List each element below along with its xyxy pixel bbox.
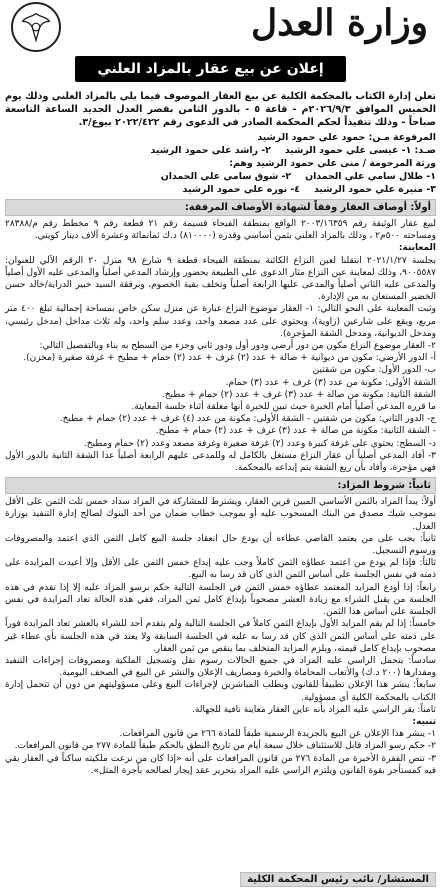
heir-4: ٤- نوره علي حمود الرشيد (182, 184, 301, 195)
heir-1: ١- طلال سامي علي الحمدان (305, 171, 436, 182)
heirs-heading: ورثة المرحومة / منى علي حمود الرشيد وهم: (229, 158, 436, 169)
condition-3: ثالثاً: فإذا لم يودع من اعتمد عطاؤه الثمن كاملاً وجب عليه إيداع خمس الثمن على الأقل وإلا أعيدت المزايدة على ذمته في نفس الجلسة على أساس الثمن الذي كان قد رسا به البيع. (5, 558, 436, 581)
section-2-title: ثانياً: شروط المزاد: (5, 477, 436, 494)
notice-3: ٣- تنص الفقرة الأخيرة من المادة ٢٧٦ من قانون المرافعات على أنه «إذا كان من نزعت ملكيته ساكناً في العقار بقي فيه كمستأجر بقوة القانون ويلتزم الراسي عليه المزاد بتحرير عقد إيجار لصالحه بأجرة المثل». (5, 753, 436, 776)
ground-floor: أ- الدور الأرضي: مكون من ديوانية + صالة + عدد (٢) غرف + عدد (٢) حمام + مطبخ + غرفة صغيرة (مخزن). (23, 353, 436, 364)
header (5, 0, 436, 86)
condition-2: ثانياً: يجب على من يعتمد القاضي عطاءه أن يودع حال انعقاد جلسة البيع كامل الثمن الذي اعتمد والمصروفات ورسوم التسجيل. (5, 533, 436, 557)
announcement-banner: إعلان عن بيع عقار بالمزاد العلني (75, 56, 346, 82)
floors-intro: ٢- العقار موضوع النزاع مكون من دور أرضي ودور أول ودور ثاني وجزء من السطح به بناء وبالتفصيل التالي: (39, 341, 436, 352)
intro-paragraph: تعلن إدارة الكتاب بالمحكمة الكلية عن بيع العقار الموصوف فيما يلي بالمزاد العلني وذلك يوم الخميس الموافق ٢٠٢٦/٩/٣م - قاعة ٥ - بالدور الثامن بقصر العدل الجديد الساعة التاسعة صباحاً - وذلك تنفيذاً لحكم المحكمة الصادر في الدعوى رقم ٢٠٢٢/٤٢٢ بيوع/٣. (5, 91, 436, 128)
inspection-label: المعاينة: (398, 243, 436, 254)
roof: د- السطح: يحتوي على غرفة كبيرة وعدد (٢) غرفة صغيرة وغرفة مصعد وعدد (٢) حمام ومطبخ. (83, 438, 436, 449)
second-floor: ج- الدور الثاني: مكون من شقتين - الشقة الأولى: مكونة من عدد (٤) غرف + عدد (٢) حمام + مطبخ. (59, 414, 436, 425)
heir-3: ٣- منيرة علي حمود الرشيد (314, 184, 436, 195)
occupancy-note: ٣- أفاد المدعي أصلياً أن عقار النزاع مستغل بالكامل له وللمدعى عليهم الرابعة أصلياً عدا الشقة الثانية بالدور الأول فهي مؤجرة، وأفاد بأن ريع الشقة يتم إبداعه بالمحكمة. (5, 450, 436, 474)
inspection-details: وثبت المعاينة على النحو التالي: ١- العقار موضوع النزاع عبارة عن منزل سكن خاص بمساحة إجمالية تبلغ ٤٠٠ متر مربع، ويقع على شارعين (زاوية)، ويحتوي على عدد مصعد واحد، وعدد سلم واحد، وله ثلاث مداخل (مدخل رئيسي، ومدخل الديوانية، ومدخل الشقة المؤجرة). (5, 304, 436, 339)
condition-7: سابعاً: ينشر هذا الإعلان تطبيقاً للقانون وبطلب المباشرين لإجراءات البيع وعلى مسؤوليتهم من دون أن تتحمل إدارة الكتاب بالمحكمة الكلية أي مسؤولية. (5, 680, 436, 703)
heirs-row-2 (5, 183, 436, 196)
first-floor-apt-2: الشقة الثانية: مكونة من صالة + عدد (٣) غرف + عدد (٢) حمام + مطبخ. (161, 389, 436, 400)
notice-1: ١- ينشر هذا الإعلان عن البيع بالجريدة الرسمية طبقاً للمادة ٢٦٦ من قانون المرافعات. (119, 729, 436, 740)
section-1-title: أولاً: أوصاف العقار وفقاً لشهادة الأوصاف المرفقة: (5, 199, 436, 216)
defendant-1: ضـد: ١- عيسى علي حمود الرشيد (284, 145, 436, 156)
heirs-line (5, 157, 436, 170)
notice-title: تنبيه: (412, 716, 436, 727)
plaintiff-line (5, 131, 436, 144)
first-floor-apt-1: الشقة الأولى: مكونة من عدد (٣) غرف + عدد (٣) حمام. (225, 377, 436, 388)
ministry-title: وزارة العدل (251, 2, 428, 44)
property-paragraph: لبيع عقار الوثيقة رقم ٢٠٠٣/١٦٣٥٩ الواقع بمنطقة الفيحاء قسيمة رقم ٢١ قطعة رقم ٩ مخطط رقم م/٢٨٣٨٨ ومساحته ٥٠٠م٢ ، وذلك بالمزاد العلني بثمن أساسي وقدره (٨١٠٠٠٠) د.ك ثمانمائة وعشرة آلاف دينار كويتي. (5, 219, 437, 242)
condition-8: ثامناً: يقر الراسي عليه المزاد بأنه عاين العقار معاينة نافية للجهالة. (192, 704, 436, 715)
condition-5: خامساً: إذا لم يقم المزايد الأول بإيداع الثمن كاملاً في الجلسة التالية ولم يتقدم أحد للشراء بالعشر تعاد المزايدة فوراً على ذمته على أساس الثمن الذي كان قد رسا به عليه في الجلسة السابقة ولا يعتد في هذه الجلسة بأي عطاء غير مصحوب بإيداع كامل قيمته، ويلزم المزايد المتخلف بما ينقص من ثمن العقار. (5, 619, 436, 654)
notice-2: ٢- حكم رسو المزاد قابل للاستئناف خلال سبعة أيام من تاريخ النطق بالحكم طبقاً للمادة ٢٧٧ من قانون المرافعات. (14, 741, 436, 752)
inspection-paragraph: بجلسة ٢٠٢١/١/٢٧ انتقلنا لعين النزاع الكائنة بمنطقة الفيحاء قطعة ٩ شارع ٩٨ منزل ٢٠ الرقم الآلي للعنوان: ٩٠٠٥٥٨٧، وذلك لمعاينة عين النزاع مثار الدعوى على الطبيعة بحضور وإرشاد المدعي أصلياً والمدعى عليه الأول أصلياً والمدعى عليه الثاني أصلياً والمدعى عليها الرابعة أصلياً وتخلف بقية الخصوم، وبرفقة السيد خبير الدراية/خالد حسن الخضير المستعان به من الإدارة. (5, 255, 436, 303)
expert-note: ما قرره المدعي أصلياً أمام الخبرة حيث تبين للخبرة أنها مغلقة أثناء جلسة المعاينة. (131, 402, 436, 413)
plaintiff: المرفوعة مـن: حمود علي حمود الرشيد (257, 132, 436, 143)
first-floor: ب- الدور الأول: مكون من شقتين (312, 365, 436, 376)
defendants-line (5, 144, 436, 157)
kuwait-emblem-icon (11, 2, 61, 52)
heirs-row-1 (5, 170, 436, 183)
condition-4: رابعاً: إذا أودع المزايد المعتمد عطاؤه خمس الثمن في الجلسة التالية حكم برسو المزاد عليه إلا إذا تقدم في هذه الجلسة من يقبل الشراء مع زيادة العشر مصحوباً بإيداع كامل ثمن المزاد، ففي هذه الحالة تعاد المزايدة في نفس الجلسة على أساس هذا الثمن. (5, 582, 436, 618)
section-1-body (5, 218, 436, 474)
section-2-body (5, 496, 436, 716)
second-floor-apt-2: - الشقة الثانية: مكونة من صالة + عدد (٣) غرف + عدد (٢) حمام + مطبخ. (155, 426, 436, 437)
signature: المستشار/ نائب رئيس المحكمة الكلية (240, 872, 436, 887)
signature-block (5, 872, 436, 887)
condition-6: سادساً: يتحمل الراسي عليه المزاد في جميع الحالات رسوم نقل وتسجيل الملكية ومصروفات إجراءات التنفيذ ومقدارها (٢٠٠ د.ك) والأتعاب المحاماة والخبرة ومصاريف الإعلان والنشر عن البيع في الصحف اليومية. (5, 655, 436, 679)
notice-section (5, 716, 436, 777)
heir-2: ٢- شوق سامي علي الحمدان (160, 171, 292, 182)
condition-1: أولاً: يبدأ المزاد بالثمن الأساسي المبين قرين العقار، ويشترط للمشاركة في المزاد سداد خمس ثلث الثمن على الأقل بموجب شيك مصدق من البنك المسحوب عليه أو بموجب خطاب ضمان من أحد البنوك لصالح إدارة التنفيذ بوزارة العدل. (5, 497, 436, 532)
defendant-2: ٢- راشد علي حمود الرشيد (150, 145, 271, 156)
